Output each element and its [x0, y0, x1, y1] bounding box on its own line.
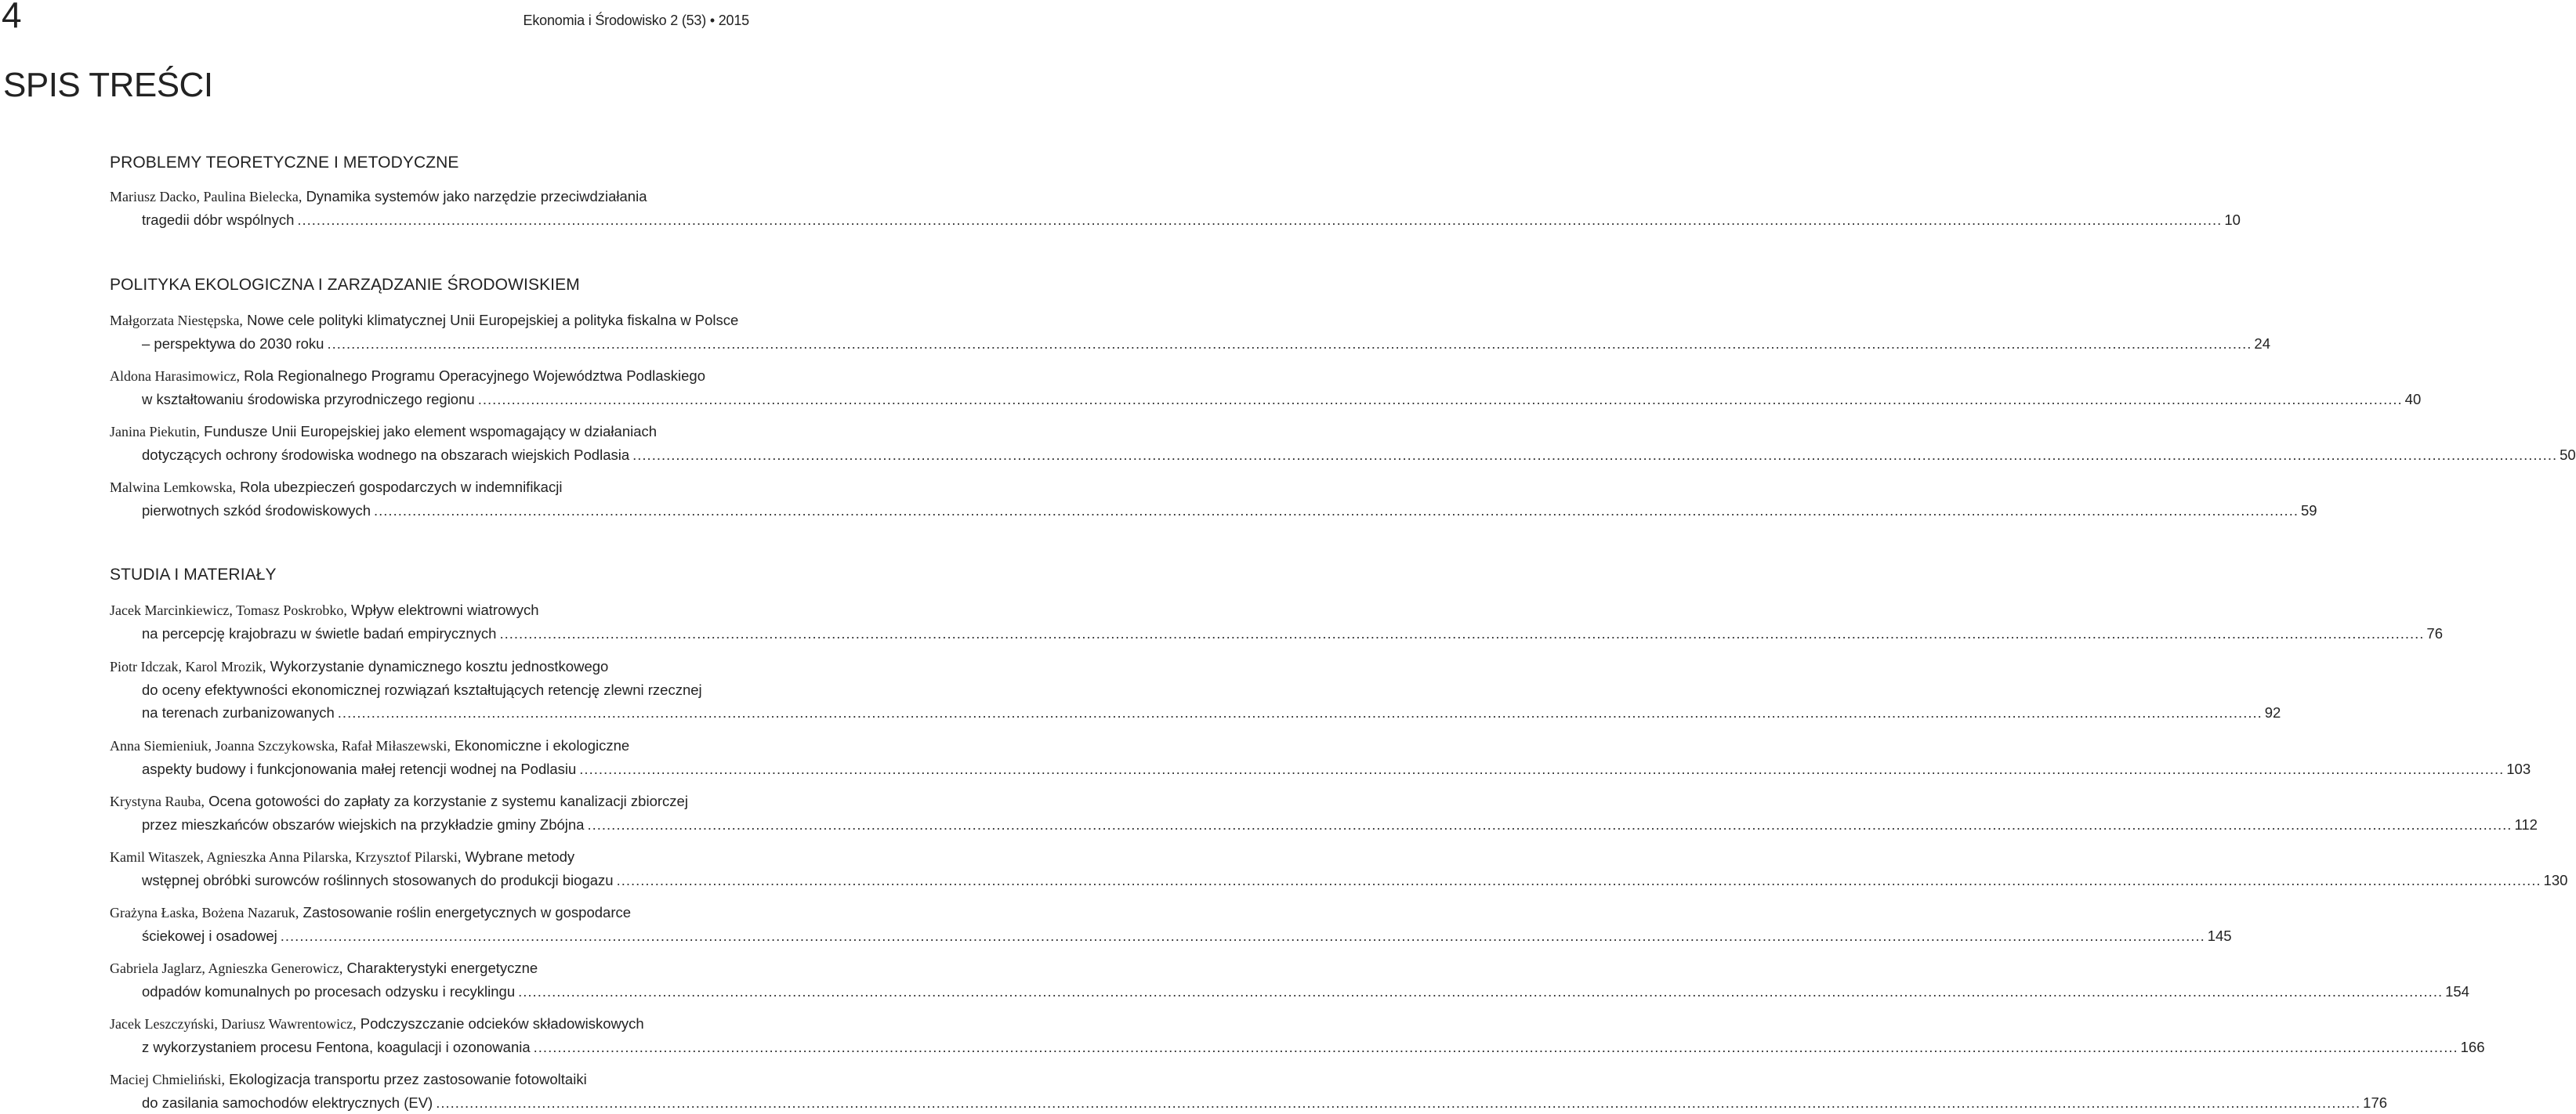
- entry-title: Wykorzystanie dynamicznego kosztu jednostkowego: [270, 658, 609, 675]
- entry-title-line: aspekty budowy i funkcjonowania małej retencji wodnej na Podlasiu: [142, 761, 577, 777]
- toc-entry[interactable]: [110, 1012, 2485, 1058]
- entry-authors: Kamil Witaszek, Agnieszka Anna Pilarska, Krzysztof Pilarski,: [110, 849, 462, 865]
- toc-entry-first-line: [110, 420, 751, 443]
- toc-entry[interactable]: [110, 185, 2241, 231]
- section-heading: PROBLEMY TEORETYCZNE I METODYCZNE: [110, 154, 459, 172]
- entry-page-number: 24: [2254, 335, 2270, 352]
- dot-leader: ................................................................................................................................................................................................................................................................................................................................................................................................................: [616, 872, 2542, 888]
- entry-authors: Aldona Harasimowicz,: [110, 368, 240, 384]
- entry-title-line: pierwotnych szkód środowiskowych: [142, 502, 371, 519]
- toc-entry-first-line: [110, 476, 751, 499]
- entry-title-continuation: [110, 443, 2576, 466]
- toc-entry[interactable]: [110, 309, 2270, 355]
- page-title: SPIS TREŚCI: [3, 66, 213, 104]
- entry-title-continuation: [110, 924, 2232, 947]
- toc-entry[interactable]: [110, 957, 2469, 1003]
- dot-leader: ................................................................................................................................................................................................................................................................................................................................................................................................................: [436, 1094, 2361, 1111]
- entry-authors: Gabriela Jaglarz, Agnieszka Generowicz,: [110, 960, 343, 976]
- entry-title: Rola ubezpieczeń gospodarczych w indemnifikacji: [240, 479, 563, 495]
- entry-title-line: odpadów komunalnych po procesach odzysku i recyklingu: [142, 983, 516, 1000]
- entry-title-line: do zasilania samochodów elektrycznych (EV): [142, 1094, 433, 1111]
- entry-page-number: 103: [2506, 761, 2531, 777]
- toc-entry[interactable]: [110, 1068, 2388, 1114]
- dot-leader: ................................................................................................................................................................................................................................................................................................................................................................................................................: [632, 447, 2558, 463]
- entry-title: Ekonomiczne i ekologiczne: [455, 737, 630, 754]
- entry-title-line: z wykorzystaniem procesu Fentona, koagulacji i ozonowania: [142, 1039, 531, 1055]
- dot-leader: ................................................................................................................................................................................................................................................................................................................................................................................................................: [337, 704, 2263, 721]
- entry-title: Fundusze Unii Europejskiej jako element wspomagający w działaniach: [204, 423, 658, 439]
- entry-title: Dynamika systemów jako narzędzie przeciwdziałania: [306, 188, 647, 204]
- entry-title-continuation: [110, 388, 2422, 411]
- dot-leader: ................................................................................................................................................................................................................................................................................................................................................................................................................: [477, 391, 2403, 407]
- toc-entry-first-line: [110, 957, 751, 980]
- toc-entry[interactable]: [110, 655, 2281, 724]
- entry-authors: Janina Piekutin,: [110, 424, 200, 439]
- toc-entry-first-line: [110, 790, 751, 813]
- entry-title-line: tragedii dóbr wspólnych: [142, 212, 295, 228]
- toc-entry[interactable]: [110, 790, 2538, 836]
- entry-title-continuation: [110, 499, 2317, 522]
- entry-page-number: 40: [2404, 391, 2422, 407]
- entry-page-number: 112: [2514, 816, 2538, 833]
- entry-title-continuation: [110, 208, 2241, 231]
- entry-title: Charakterystyki energetyczne: [346, 960, 538, 976]
- entry-title-line: przez mieszkańców obszarów wiejskich na przykładzie gminy Zbójna: [142, 816, 585, 833]
- dot-leader: ................................................................................................................................................................................................................................................................................................................................................................................................................: [587, 816, 2513, 833]
- toc-entry[interactable]: [110, 420, 2576, 466]
- entry-title-line: na terenach zurbanizowanych: [142, 704, 335, 721]
- entry-title-continuation: [110, 758, 2531, 780]
- entry-authors: Piotr Idczak, Karol Mrozik,: [110, 659, 266, 675]
- entry-title-continuation: [110, 1091, 2388, 1114]
- entry-authors: Małgorzata Niestępska,: [110, 313, 243, 328]
- entry-authors: Jacek Marcinkiewicz, Tomasz Poskrobko,: [110, 602, 347, 618]
- toc-entry-first-line: [110, 1068, 751, 1091]
- entry-title-line: dotyczących ochrony środowiska wodnego na obszarach wiejskich Podlasia: [142, 447, 630, 463]
- entry-title-continuation: [110, 813, 2538, 836]
- entry-page-number: 76: [2426, 625, 2443, 642]
- toc-entry[interactable]: [110, 364, 2422, 411]
- entry-page-number: 166: [2460, 1039, 2485, 1055]
- toc-entry-first-line: [110, 185, 751, 208]
- toc-entry-first-line: [110, 845, 751, 869]
- entry-title: Zastosowanie roślin energetycznych w gospodarce: [303, 904, 632, 920]
- dot-leader: ................................................................................................................................................................................................................................................................................................................................................................................................................: [280, 928, 2205, 944]
- section-heading: STUDIA I MATERIAŁY: [110, 566, 277, 584]
- toc-entry[interactable]: [110, 845, 2568, 892]
- toc-entry[interactable]: [110, 476, 2317, 522]
- dot-leader: ................................................................................................................................................................................................................................................................................................................................................................................................................: [499, 625, 2425, 642]
- entry-title: Rola Regionalnego Programu Operacyjnego Województwa Podlaskiego: [244, 367, 706, 384]
- entry-title-continuation: [110, 1036, 2485, 1058]
- entry-title-continuation: [110, 869, 2568, 892]
- dot-leader: ................................................................................................................................................................................................................................................................................................................................................................................................................: [533, 1039, 2458, 1055]
- entry-title-line: do oceny efektywności ekonomicznej rozwiązań kształtujących retencję zlewni rzecznej: [142, 682, 702, 698]
- section-heading: POLITYKA EKOLOGICZNA I ZARZĄDZANIE ŚRODOWISKIEM: [110, 276, 580, 294]
- entry-title: Ekologizacja transportu przez zastosowanie fotowoltaiki: [229, 1071, 587, 1087]
- toc-entry[interactable]: [110, 734, 2531, 780]
- entry-title-continuation: [110, 622, 2443, 645]
- entry-authors: Mariusz Dacko, Paulina Bielecka,: [110, 189, 303, 204]
- entry-authors: Maciej Chmieliński,: [110, 1072, 225, 1087]
- dot-leader: ................................................................................................................................................................................................................................................................................................................................................................................................................: [579, 761, 2505, 777]
- running-header: Ekonomia i Środowisko 2 (53) • 2015: [523, 13, 749, 28]
- entry-title-line: ściekowej i osadowej: [142, 928, 277, 944]
- entry-page-number: 130: [2543, 872, 2568, 888]
- entry-title-line: w kształtowaniu środowiska przyrodniczego regionu: [142, 391, 475, 407]
- entry-title: Nowe cele polityki klimatycznej Unii Europejskiej a polityka fiskalna w Polsce: [247, 312, 739, 328]
- entry-authors: Jacek Leszczyński, Dariusz Wawrentowicz,: [110, 1016, 357, 1032]
- dot-leader: ................................................................................................................................................................................................................................................................................................................................................................................................................: [374, 502, 2299, 519]
- toc-entry-first-line: [110, 734, 751, 758]
- toc-entry-first-line: [110, 901, 751, 924]
- entry-page-number: 59: [2300, 502, 2317, 519]
- entry-title: Ocena gotowości do zapłaty za korzystanie z systemu kanalizacji zbiorczej: [208, 793, 688, 809]
- entry-title-line: na percepcję krajobrazu w świetle badań empirycznych: [142, 625, 497, 642]
- entry-title-line: wstępnej obróbki surowców roślinnych stosowanych do produkcji biogazu: [142, 872, 614, 888]
- entry-title-continuation: [110, 678, 751, 701]
- toc-entry-first-line: [110, 655, 751, 678]
- page-number: 4: [2, 0, 22, 35]
- entry-title: Wpływ elektrowni wiatrowych: [350, 602, 539, 618]
- entry-title: Podczyszczanie odcieków składowiskowych: [360, 1015, 644, 1032]
- entry-title: Wybrane metody: [465, 848, 575, 865]
- toc-entry-first-line: [110, 599, 751, 622]
- dot-leader: ................................................................................................................................................................................................................................................................................................................................................................................................................: [297, 212, 2223, 228]
- dot-leader: ................................................................................................................................................................................................................................................................................................................................................................................................................: [518, 983, 2444, 1000]
- entry-page-number: 10: [2224, 212, 2241, 228]
- toc-entry-first-line: [110, 364, 751, 388]
- entry-page-number: 92: [2264, 704, 2281, 721]
- entry-authors: Malwina Lemkowska,: [110, 479, 236, 495]
- entry-page-number: 50: [2560, 447, 2576, 463]
- entry-page-number: 145: [2207, 928, 2232, 944]
- entry-authors: Grażyna Łaska, Bożena Nazaruk,: [110, 905, 299, 920]
- entry-authors: Anna Siemieniuk, Joanna Szczykowska, Rafał Miłaszewski,: [110, 738, 451, 754]
- toc-entry-first-line: [110, 309, 751, 332]
- entry-title-continuation: [110, 701, 2281, 724]
- entry-page-number: 176: [2363, 1094, 2388, 1111]
- entry-authors: Krystyna Rauba,: [110, 794, 205, 809]
- entry-page-number: 154: [2445, 983, 2469, 1000]
- toc-entry[interactable]: [110, 599, 2443, 645]
- toc-entry-first-line: [110, 1012, 751, 1036]
- entry-title-continuation: [110, 332, 2270, 355]
- toc-entry[interactable]: [110, 901, 2232, 947]
- entry-title-line: – perspektywa do 2030 roku: [142, 335, 324, 352]
- dot-leader: ................................................................................................................................................................................................................................................................................................................................................................................................................: [327, 335, 2252, 352]
- entry-title-continuation: [110, 980, 2469, 1003]
